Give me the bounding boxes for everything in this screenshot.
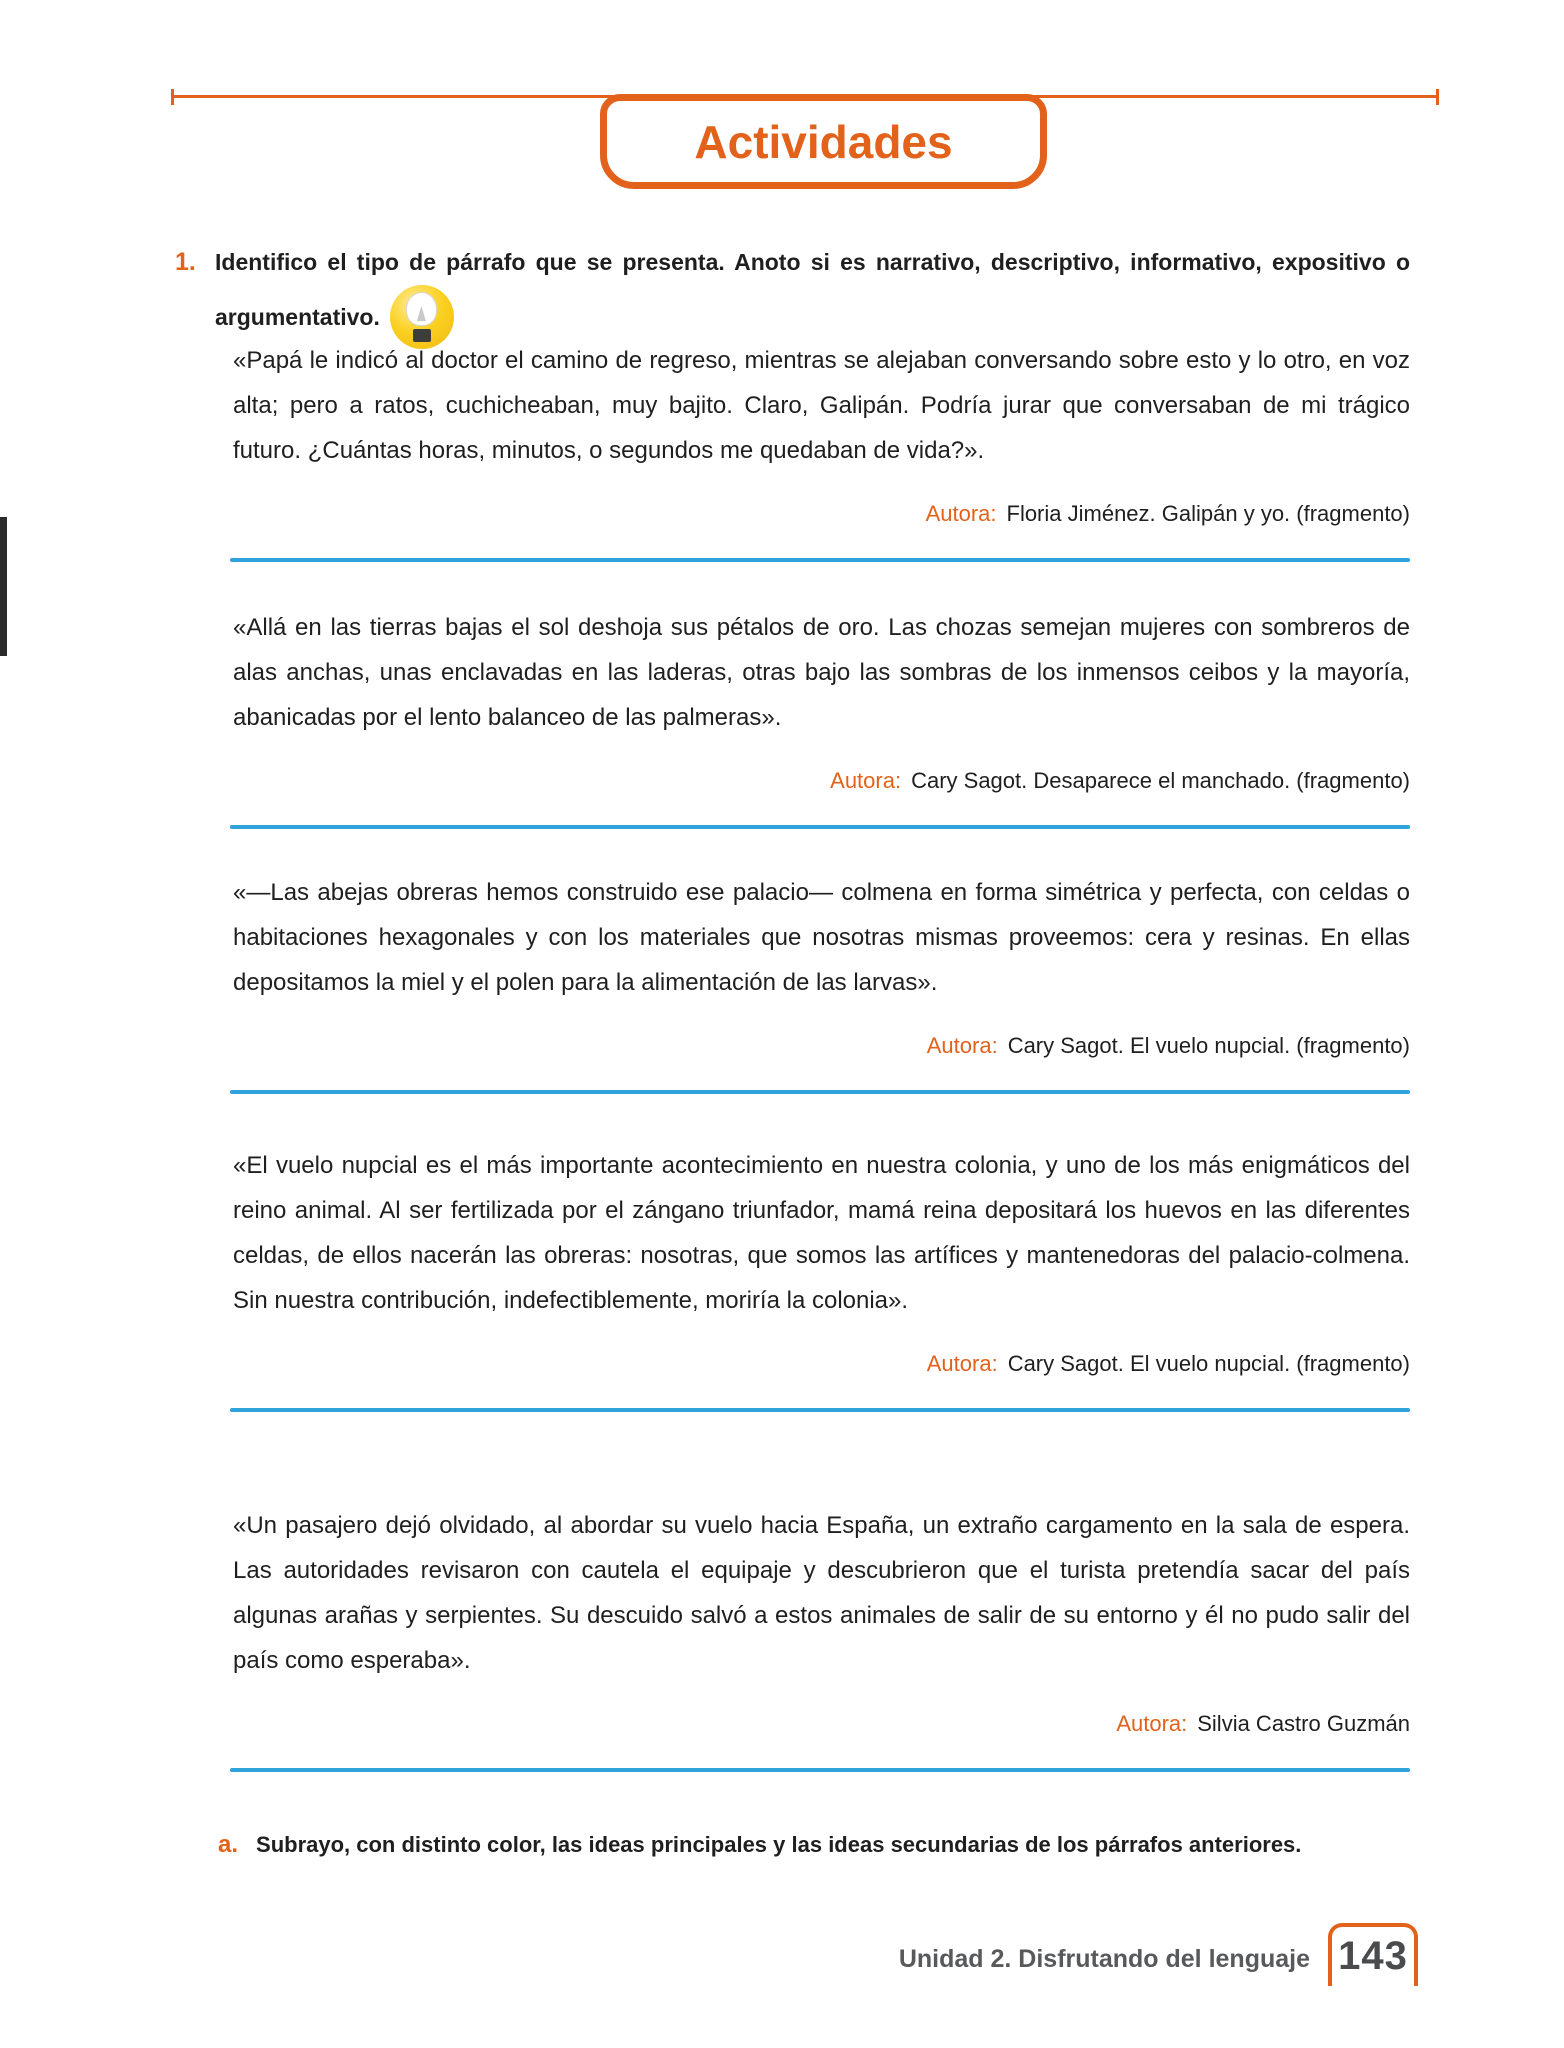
page-title: Actividades (694, 115, 953, 168)
excerpt-block (233, 1503, 1410, 1772)
excerpt-text: «Allá en las tierras bajas el sol deshoja sus pétalos de oro. Las chozas semejan mujeres con sombreros de alas anchas, unas enclavadas en las laderas, otras bajo las sombras de los inmensos ceibos y la mayoría, abanicadas por el lento balanceo de las palmeras». (233, 614, 1410, 731)
activity-instruction-text: Identifico el tipo de párrafo que se presenta. Anoto si es narrativo, descriptivo, informativo, expositivo o argumentativo. (215, 249, 1410, 330)
attribution (233, 766, 1410, 796)
activities-title-box (600, 94, 1047, 189)
excerpt-block (233, 870, 1410, 1094)
excerpt-block (233, 1143, 1410, 1412)
section-divider (230, 558, 1410, 562)
page-number-box (1328, 1923, 1418, 1986)
attribution-author: Silvia Castro Guzmán (1197, 1711, 1410, 1736)
attribution (233, 499, 1410, 529)
footer-unit-label: Unidad 2. Disfrutando del lenguaje (898, 1945, 1310, 1973)
attribution-author: Cary Sagot. Desaparece el manchado. (fragmento) (911, 768, 1410, 793)
subitem-a (218, 1828, 1301, 1862)
attribution-label: Autora: (926, 1351, 998, 1376)
attribution-author: Cary Sagot. El vuelo nupcial. (fragmento) (1007, 1033, 1410, 1058)
subitem-letter: a. (218, 1831, 239, 1858)
excerpt-block (233, 605, 1410, 829)
attribution-author: Floria Jiménez. Galipán y yo. (fragmento) (1006, 501, 1410, 526)
attribution-label: Autora: (926, 1033, 998, 1058)
page-edge-mark (0, 517, 7, 656)
excerpt-text: «El vuelo nupcial es el más importante acontecimiento en nuestra colonia, y uno de los más enigmáticos del reino animal. Al ser fertilizada por el zángano triunfador, mamá reina depositará los huevos en las diferentes celdas, de ellos nacerán las obreras: nosotras, que somos las artífices y mantenedoras del palacio-colmena. Sin nuestra contribución, indefectiblemente, moriría la colonia». (233, 1152, 1410, 1314)
attribution-label: Autora: (830, 768, 902, 793)
activity-instruction (215, 240, 1410, 349)
subitem-text: Subrayo, con distinto color, las ideas principales y las ideas secundarias de los párrafos anteriores. (256, 1832, 1302, 1857)
activity-number: 1. (175, 248, 196, 276)
section-divider (230, 1090, 1410, 1094)
excerpt-block (233, 338, 1410, 562)
attribution-label: Autora: (925, 501, 997, 526)
attribution (233, 1709, 1410, 1739)
attribution-author: Cary Sagot. El vuelo nupcial. (fragmento) (1007, 1351, 1410, 1376)
section-divider (230, 1408, 1410, 1412)
excerpt-text: «Un pasajero dejó olvidado, al abordar su vuelo hacia España, un extraño cargamento en la sala de espera. Las autoridades revisaron con cautela el equipaje y descubrieron que el turista pretendía sacar del país algunas arañas y serpientes. Su descuido salvó a estos animales de salir de su entorno y él no pudo salir del país como esperaba». (233, 1512, 1410, 1674)
section-divider (230, 1768, 1410, 1772)
rule-end-tick-left (171, 89, 174, 105)
attribution-label: Autora: (1116, 1711, 1188, 1736)
attribution (233, 1031, 1410, 1061)
excerpt-text: «—Las abejas obreras hemos construido ese palacio— colmena en forma simétrica y perfecta, con celdas o habitaciones hexagonales y con los materiales que nosotras mismas proveemos: cera y resinas. En ellas depositamos la miel y el polen para la alimentación de las larvas». (233, 879, 1410, 996)
page-number: 143 (1338, 1934, 1408, 1978)
rule-end-tick-right (1436, 89, 1439, 105)
excerpt-text: «Papá le indicó al doctor el camino de regreso, mientras se alejaban conversando sobre esto y lo otro, en voz alta; pero a ratos, cuchicheaban, muy bajito. Claro, Galipán. Podría jurar que conversaban de mi trágico futuro. ¿Cuántas horas, minutos, o segundos me quedaban de vida?». (233, 347, 1410, 464)
attribution (233, 1349, 1410, 1379)
section-divider (230, 825, 1410, 829)
